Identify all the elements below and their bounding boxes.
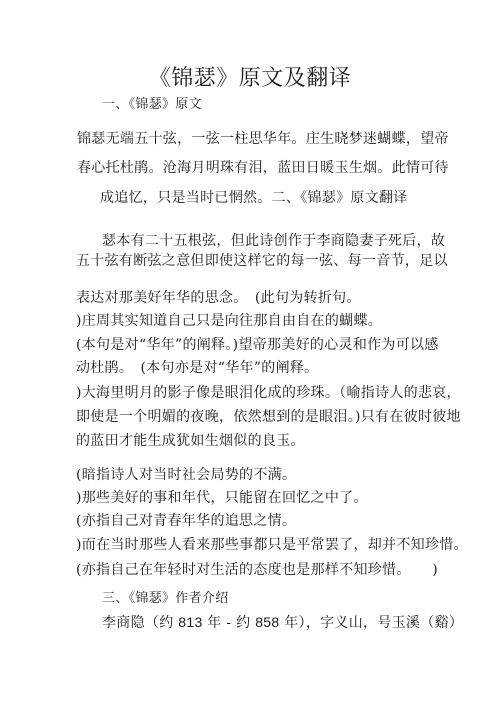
translation-line-6: 动杜鹃。 (本句亦是对“华年”的阐释。 [76, 360, 319, 376]
translation-line-4: )庄周其实知道自己只是向往那自由自在的蝴蝶。 [76, 313, 383, 329]
author-intro-line [102, 613, 463, 632]
translation-line-13: )而在当时那些人看来那些事都只是平常罢了，却并不知珍惜。 [76, 537, 468, 553]
section-heading-author-intro: 三、《锦瑟》作者介绍 [102, 591, 229, 606]
translation-line-7: )大海里明月的影子像是眼泪化成的珍珠。（喻指诗人的悲哀， [76, 385, 461, 401]
translation-line-1: 瑟本有二十五根弦，但此诗创作于李商隐妻子死后，故 [102, 233, 446, 249]
section-heading-original-text: 一、《锦瑟》原文 [102, 97, 202, 112]
translation-line-3: 表达对那美好年华的思念。 (此句为转折句。 [76, 290, 361, 306]
translation-line-9: 的蓝田才能生成犹如生烟似的良玉。 [76, 433, 305, 449]
translation-line-12: (亦指自己对青春年华的追思之情。 [76, 513, 297, 529]
author-year-start: 813 [178, 614, 203, 630]
author-mid: 年 - 约 [207, 615, 251, 631]
author-year-end: 858 [255, 614, 280, 630]
author-suffix: 年），字义山，号玉溪（谿） [284, 615, 464, 631]
translation-line-10: (暗指诗人对当时社会局势的不满。 [76, 467, 297, 483]
translation-line-14: (亦指自己在年轻时对生活的态度也是那样不知珍惜。 ) [76, 562, 439, 578]
translation-line-11: )那些美好的事和年代，只能留在回忆之中了。 [76, 490, 368, 506]
author-prefix: 李商隐（约 [102, 615, 174, 631]
translation-line-8: 即使是一个明媚的夜晚，依然想到的是眼泪。)只有在彼时彼地 [76, 409, 461, 425]
document-title: 《锦瑟》原文及翻译 [148, 66, 352, 91]
translation-line-2: 五十弦有断弦之意但即使这样它的每一弦、每一音节，足以 [76, 253, 448, 269]
translation-line-5: (本句是对“华年”的阐释。)望帝那美好的心灵和作为可以感 [76, 337, 439, 353]
poem-line-2: 春心托杜鹃。沧海月明珠有泪，蓝田日暖玉生烟。此情可待 [77, 160, 449, 176]
poem-line-3: 成追忆，只是当时已惘然。二、《锦瑟》原文翻译 [100, 190, 408, 206]
poem-line-1: 锦瑟无端五十弦，一弦一柱思华年。庄生晓梦迷蝴蝶，望帝 [77, 131, 449, 147]
